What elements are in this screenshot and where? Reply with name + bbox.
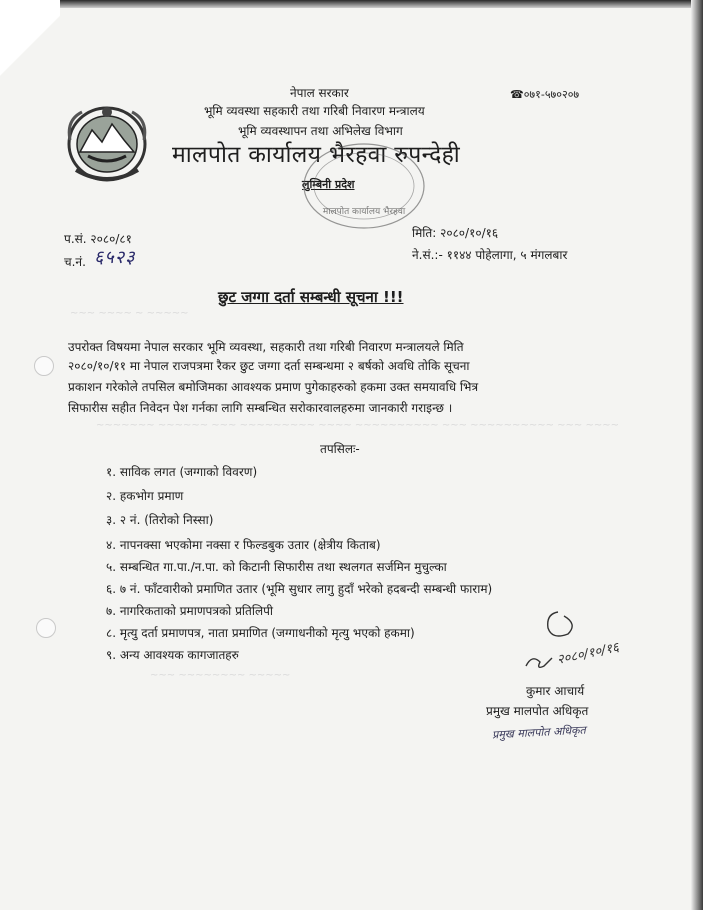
notice-title: छुट जग्गा दर्ता सम्बन्धी सूचना !!! <box>218 288 404 306</box>
signature-date: २०८०/१०/१६ <box>555 640 621 668</box>
officer-designation: प्रमुख मालपोत अधिकृत <box>486 704 589 718</box>
government-name: नेपाल सरकार <box>290 86 349 100</box>
scan-top-edge <box>0 0 703 8</box>
ministry-name: भूमि व्यवस्था सहकारी तथा गरिबी निवारण मन्त्रालय <box>204 104 425 118</box>
office-name: मालपोत कार्यालय भैरहवा रुपन्देही <box>172 142 461 168</box>
nepal-emblem-icon <box>62 100 152 185</box>
annex-title: तपसिलः- <box>320 442 360 456</box>
bleed-through-text: ~~~ ~~~~~~~~ ~~~~~ <box>150 670 291 681</box>
body-line: २०८०/१०/११ मा नेपाल राजपत्रमा रैकर छुट जग्गा दर्ता सम्बन्धमा २ बर्षको अवधि तोकि सूचना <box>68 359 470 373</box>
bleed-through-text: ~~~ ~~~~ ~ ~~~~~ <box>70 308 189 319</box>
nepal-sambat-date: ने.सं.:- ११४४ पोहेलागा, ५ मंगलबार <box>412 248 568 262</box>
body-line: सिफारीस सहीत निवेदन पेश गर्नका लागि सम्बन्धित सरोकारवालहरुमा जानकारी गराइन्छ । <box>68 401 453 415</box>
folded-corner <box>0 0 60 90</box>
list-item: २. हकभोग प्रमाण <box>106 489 184 503</box>
list-item: ५. सम्बन्धित गा.पा./न.पा. को किटानी सिफारीस तथा स्थलगत सर्जमिन मुचुल्का <box>106 560 447 574</box>
reference-number: प.सं. २०८०/८१ <box>64 232 132 246</box>
handwritten-signature <box>518 604 648 684</box>
province-name: लुम्बिनी प्रदेश <box>302 178 355 191</box>
department-name: भूमि व्यवस्थापन तथा अभिलेख विभाग <box>238 124 403 138</box>
punch-hole-bottom <box>36 618 56 638</box>
list-item: ३. २ नं. (तिरोको निस्सा) <box>106 513 214 527</box>
bleed-through-text: ~~~~~~~ ~~~~~~ ~~~ ~~~~~~~~~ ~~~~ ~~~~~~~~~~ ~~~ ~~~~~~~~~~ ~~~ ~~~~ <box>96 420 619 431</box>
list-item: ४. नापनक्सा भएकोमा नक्सा र फिल्डबुक उतार (क्षेत्रीय किताब) <box>106 538 381 552</box>
phone-number: ☎०७१-५७०२०७ <box>510 88 580 101</box>
body-line: उपरोक्त विषयमा नेपाल सरकार भूमि व्यवस्था, सहकारी तथा गरिबी निवारण मन्त्रालयले मिति <box>68 340 464 354</box>
dispatch-number: ६५२३ <box>94 247 136 268</box>
office-seal-stamp <box>300 140 428 232</box>
body-line: प्रकाशन गरेकोले तपसिल बमोजिमका आवश्यक प्रमाण पुगेकाहरुको हकमा उक्त समयावधि भित्र <box>68 380 479 394</box>
dispatch-label: च.नं. <box>64 255 86 269</box>
officer-name: कुमार आचार्य <box>526 684 585 698</box>
list-item: ९. अन्य आवश्यक कागजातहरु <box>106 648 239 662</box>
list-item: ८. मृत्यु दर्ता प्रमाणपत्र, नाता प्रमाणित (जग्गाधनीको मृत्यु भएको हकमा) <box>106 626 415 640</box>
list-item: ६. ७ नं. फाँटवारीको प्रमाणित उतार (भूमि सुधार लागु हुदाँ भरेको हदबन्दी सम्बन्धी फाराम) <box>106 582 493 596</box>
scan-right-edge <box>691 0 703 910</box>
seal-text: मालपोत कार्यालय भैरहवा <box>322 207 406 217</box>
list-item: ७. नागरिकताको प्रमाणपत्रको प्रतिलिपी <box>106 604 274 618</box>
document-date: मिति: २०८०/१०/१६ <box>412 226 499 240</box>
punch-hole-top <box>34 356 54 376</box>
list-item: १. साविक लगत (जग्गाको विवरण) <box>106 465 258 479</box>
designation-stamp: प्रमुख मालपोत अधिकृत <box>491 723 587 742</box>
